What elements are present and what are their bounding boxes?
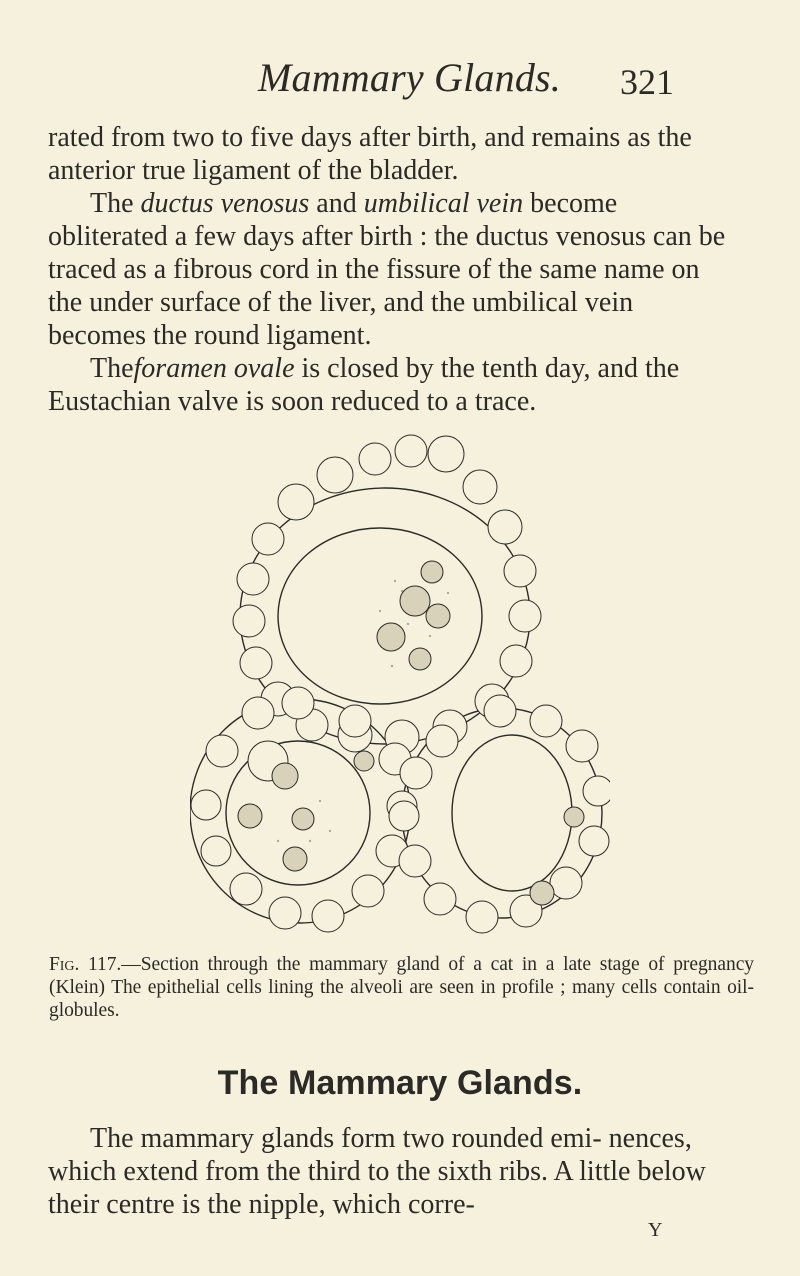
figure-caption-text: —Section through the mammary gland of a cat in a late stage of pregnancy (Klein) The epithelial cells lining the alveoli are seen in profile ; many cells contain oil-globules. bbox=[49, 954, 754, 1021]
large-alveolus-lumen bbox=[278, 528, 482, 704]
paragraph-mammary-glands: The mammary glands form two rounded emi- nences, which extend from the third to the sixth ribs. A little below their centre is the nipple, which corre- bbox=[48, 1123, 706, 1220]
epithelial-cells bbox=[191, 435, 610, 933]
figure-mammary-gland-section bbox=[190, 421, 610, 941]
paragraph-2-conjunction: and bbox=[316, 188, 357, 219]
paragraph-ductus-venosus bbox=[48, 187, 738, 352]
paragraph-continuation: rated from two to five days after birth, and remains as the anterior true ligament of the bladder. bbox=[48, 122, 692, 186]
running-title: Mammary Glands. bbox=[258, 55, 561, 100]
section-heading: The Mammary Glands. bbox=[217, 1064, 583, 1102]
page-header bbox=[0, 55, 800, 108]
paragraph-2-rest: become obliterated a few days after birth : the ductus venosus can be traced as a fibrous cord in the fissure of the same name on the under surface of the liver, and the umbilical vein becomes the round ligament. bbox=[48, 188, 726, 351]
term-foramen-ovale: foramen ovale bbox=[133, 353, 295, 384]
term-umbilical-vein: umbilical vein bbox=[363, 188, 524, 219]
paragraph-2-lead: The bbox=[90, 188, 134, 219]
signature-mark: Y bbox=[648, 1219, 663, 1241]
page-number: 321 bbox=[620, 62, 674, 102]
term-ductus-venosus: ductus venosus bbox=[140, 188, 310, 219]
mammary-gland-illustration bbox=[190, 421, 610, 941]
figure-label: Fig. 117. bbox=[49, 954, 122, 975]
figure-caption bbox=[49, 953, 754, 1022]
right-alveolus-lumen bbox=[452, 735, 572, 891]
paragraph-3-rest: is closed by the tenth day, and the Eustachian valve is soon reduced to a trace. bbox=[48, 353, 680, 417]
paragraph-foramen-ovale bbox=[48, 352, 738, 418]
paragraph-3-lead: The bbox=[90, 353, 134, 384]
